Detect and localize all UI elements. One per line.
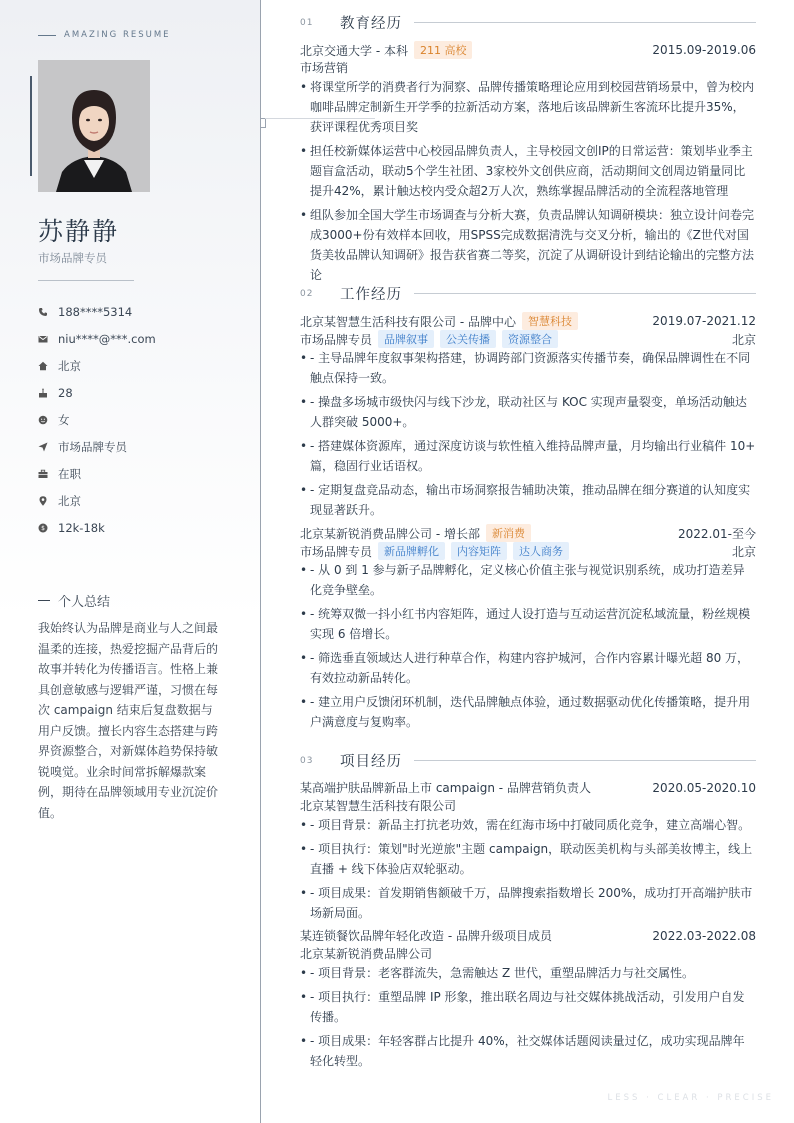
bullet-item: • - 操盘多场城市级快闪与线下沙龙，联动社区与 KOC 实现声量裂变，单场活动触达人群突破 5000+。 <box>300 392 756 432</box>
contact-item <box>38 379 156 406</box>
contact-item <box>38 298 156 325</box>
bullet-item: • 组队参加全国大学生市场调查与分析大赛，负责品牌认知调研模块：独立设计问卷完成3000+份有效样本回收，用SPSS完成数据清洗与交叉分析，输出的《Z世代对国货美妆品牌认知调研》报告获省赛二等奖，沉淀了从调研设计到结论输出的完整方法论 <box>300 205 756 285</box>
brand-label <box>38 30 171 40</box>
project-name: 某高端护肤品牌新品上市 campaign - 品牌营销负责人 <box>300 781 591 795</box>
school-name: 北京交通大学 - 本科 <box>300 43 408 58</box>
location-icon <box>38 496 48 506</box>
contact-item <box>38 487 156 514</box>
company-name: 北京某智慧生活科技有限公司 - 品牌中心 <box>300 314 516 329</box>
divider <box>38 280 134 281</box>
skill-tag: 品牌叙事 <box>378 330 434 348</box>
photo-frame <box>38 60 150 192</box>
job-date: 2022.01-至今 <box>678 526 756 541</box>
job-company-group <box>300 524 531 542</box>
company-tag: 新消费 <box>486 524 531 542</box>
brand-text: AMAZING RESUME <box>64 30 171 40</box>
phone-icon <box>38 307 48 317</box>
sidebar <box>0 0 261 1123</box>
project-date: 2020.05-2020.10 <box>652 780 756 795</box>
job-city: 北京 <box>731 332 756 347</box>
bullet-item: • - 主导品牌年度叙事架构搭建，协调跨部门资源落实传播节奏，确保品牌调性在不同触点保持一致。 <box>300 348 756 388</box>
section-number: 01 <box>300 17 314 28</box>
education-date: 2015.09-2019.06 <box>652 43 756 57</box>
project-org-row <box>300 945 756 962</box>
education-bullets <box>300 77 756 289</box>
skill-tag: 新品牌孵化 <box>378 542 445 560</box>
section-rule <box>414 760 756 761</box>
section-title: 工作经历 <box>340 287 402 303</box>
job-company-group <box>300 312 578 330</box>
avatar <box>38 60 150 192</box>
contact-info <box>38 298 156 541</box>
section-number: 03 <box>300 755 314 766</box>
photo-accent-line <box>30 76 32 176</box>
project-name: 某连锁餐饮品牌年轻化改造 - 品牌升级项目成员 <box>300 929 552 943</box>
person-name: 苏静静 <box>38 217 120 246</box>
contact-text: 女 <box>58 412 70 427</box>
project-row <box>300 927 756 944</box>
section-title: 教育经历 <box>340 16 402 32</box>
contact-item <box>38 460 156 487</box>
bullet-item: • - 搭建媒体资源库，通过深度访谈与软性植入维持品牌声量，月均输出行业稿件 10+ 篇，稳固行业话语权。 <box>300 436 756 476</box>
contact-text: 12k-18k <box>58 520 105 535</box>
summary-title-text: 个人总结 <box>58 595 111 610</box>
gender-icon <box>38 415 48 425</box>
job-position: 市场品牌专员 <box>300 544 373 559</box>
job-position-group <box>300 330 558 348</box>
section-rule <box>414 22 756 23</box>
contact-text: 市场品牌专员 <box>58 439 127 454</box>
svg-text:$: $ <box>41 524 45 532</box>
bullet-item: • - 项目执行：重塑品牌 IP 形象，推出联名周边与社交媒体挑战活动，引发用户自发传播。 <box>300 987 756 1027</box>
project-org: 北京某智慧生活科技有限公司 <box>300 799 457 813</box>
bullet-item: • - 项目背景：新品主打抗老功效，需在红海市场中打破同质化竞争，建立高端心智。 <box>300 815 756 835</box>
project-row <box>300 779 756 796</box>
project-org: 北京某新锐消费品牌公司 <box>300 947 433 961</box>
contact-item <box>38 352 156 379</box>
section-projects-header <box>300 750 756 771</box>
bullet-item: • - 项目成果：年轻客群占比提升 40%，社交媒体话题阅读量过亿，成功实现品牌年轻化转型。 <box>300 1031 756 1071</box>
section-title: 项目经历 <box>340 754 402 770</box>
contact-item <box>38 406 156 433</box>
contact-item <box>38 514 156 541</box>
contact-text: 188****5314 <box>58 304 133 319</box>
project-bullets <box>300 963 756 1075</box>
major-row <box>300 59 756 76</box>
avatar-illustration <box>38 60 150 192</box>
job-position: 市场品牌专员 <box>300 332 373 347</box>
contact-text: 北京 <box>58 358 81 373</box>
skill-tag: 公关传播 <box>440 330 496 348</box>
education-row <box>300 41 756 59</box>
job-position-row <box>300 330 756 348</box>
job-position-group <box>300 542 569 560</box>
skill-tag: 资源整合 <box>502 330 558 348</box>
cake-icon <box>38 388 48 398</box>
decorative-tick <box>261 118 266 128</box>
job-position-row <box>300 542 756 560</box>
footer-motto: LESS · CLEAR · PRECISE <box>607 1093 774 1103</box>
section-rule <box>414 293 756 294</box>
person-role: 市场品牌专员 <box>38 251 107 265</box>
contact-text: 北京 <box>58 493 81 508</box>
home-icon <box>38 361 48 371</box>
company-tag: 智慧科技 <box>522 312 578 330</box>
send-icon <box>38 442 48 452</box>
bullet-item: • - 项目成果：首发期销售额破千万，品牌搜索指数增长 200%，成功打开高端护肤市场新局面。 <box>300 883 756 923</box>
job-date: 2019.07-2021.12 <box>652 314 756 328</box>
contact-text: niu****@***.com <box>58 331 156 346</box>
salary-icon <box>38 523 48 533</box>
contact-item <box>38 433 156 460</box>
contact-item <box>38 325 156 352</box>
job-bullets <box>300 560 756 736</box>
contact-text: 28 <box>58 385 73 400</box>
bullet-item: • - 建立用户反馈闭环机制，迭代品牌触点体验，通过数据驱动优化传播策略，提升用户满意度与复购率。 <box>300 692 756 732</box>
summary-text: 我始终认为品牌是商业与人之间最温柔的连接，热爱挖掘产品背后的故事并转化为传播语言。性格上兼具创意敏感与逻辑严谨，习惯在每次 campaign 结束后复盘数据与用户反馈。擅长内容生态搭建与跨界资源整合，对新媒体趋势保持敏锐嗅觉。业余时间常拆解爆款案例，期待在品牌领域用专业沉淀价值。 <box>38 621 219 820</box>
bullet-item: • - 统筹双微一抖小红书内容矩阵，通过人设打造与互动运营沉淀私域流量，粉丝规模实现 6 倍增长。 <box>300 604 756 644</box>
bullet-item: • 担任校新媒体运营中心校园品牌负责人，主导校园文创IP的日常运营：策划毕业季主题盲盒活动，联动5个学生社团、3家校外文创供应商，活动期间文创周边销量同比提升42%，累计触达校内受众超2万人次，熟练掌握品牌活动的全流程落地管理 <box>300 141 756 201</box>
briefcase-icon <box>38 469 48 479</box>
job-row <box>300 312 756 330</box>
major: 市场营销 <box>300 61 349 75</box>
job-bullets <box>300 348 756 524</box>
bullet-item: • - 项目执行：策划"时光逆旅"主题 campaign，联动医美机构与头部美妆博主，线上直播 + 线下体验店双轮驱动。 <box>300 839 756 879</box>
school-tag: 211 高校 <box>414 41 473 59</box>
bullet-item: • - 项目背景：老客群流失，急需触达 Z 世代，重塑品牌活力与社交属性。 <box>300 963 756 983</box>
contact-text: 在职 <box>58 466 81 481</box>
mail-icon <box>38 334 48 344</box>
job-city: 北京 <box>731 544 756 559</box>
section-education-header <box>300 12 756 33</box>
bullet-item: • - 定期复盘竞品动态，输出市场洞察报告辅助决策，推动品牌在细分赛道的认知度实现显著跃升。 <box>300 480 756 520</box>
skill-tag: 达人商务 <box>513 542 569 560</box>
bullet-item: • 将课堂所学的消费者行为洞察、品牌传播策略理论应用到校园营销场景中，曾为校内咖啡品牌定制新生开学季的拉新活动方案，落地后该品牌新生客流环比提升35%，获评课程优秀项目奖 <box>300 77 756 137</box>
project-bullets <box>300 815 756 927</box>
section-number: 02 <box>300 288 314 299</box>
job-row <box>300 524 756 542</box>
section-work-header <box>300 283 756 304</box>
summary-title <box>38 591 110 610</box>
skill-tag: 内容矩阵 <box>451 542 507 560</box>
project-date: 2022.03-2022.08 <box>652 928 756 943</box>
company-name: 北京某新锐消费品牌公司 - 增长部 <box>300 526 480 541</box>
bullet-item: • - 从 0 到 1 参与新子品牌孵化，定义核心价值主张与视觉识别系统，成功打造差异化竞争壁垒。 <box>300 560 756 600</box>
project-org-row <box>300 797 756 814</box>
bullet-item: • - 筛选垂直领域达人进行种草合作，构建内容护城河，合作内容累计曝光超 80 万，有效拉动新品转化。 <box>300 648 756 688</box>
